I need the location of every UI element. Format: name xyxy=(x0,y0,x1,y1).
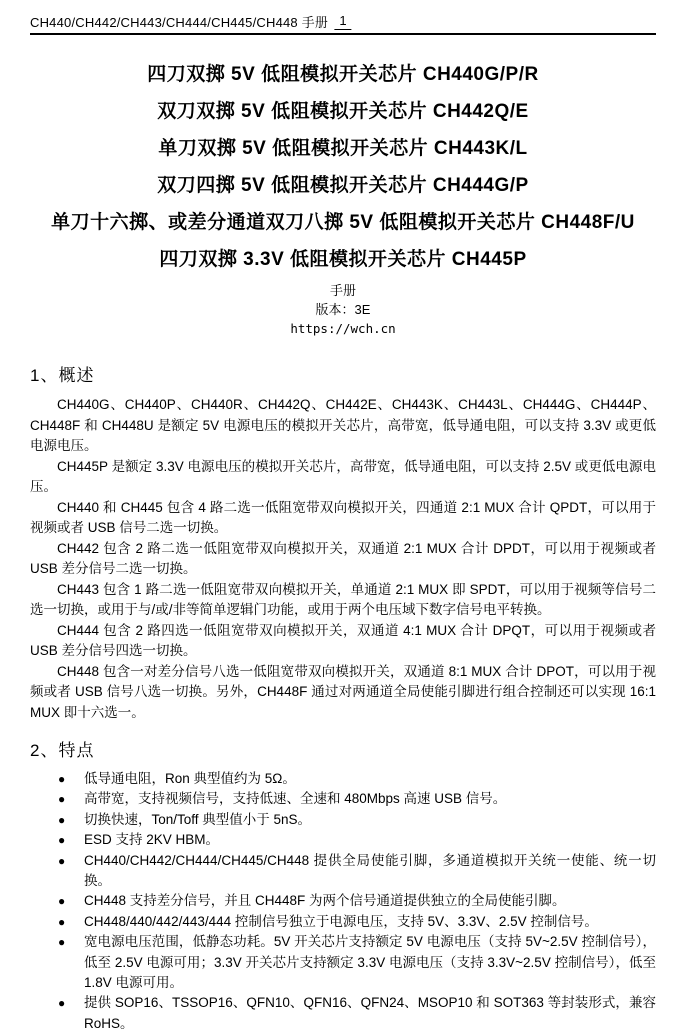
header-row xyxy=(30,12,656,31)
feature-item-7 xyxy=(58,912,656,932)
doc-title-line-5: 单刀十六掷、或差分通道双刀八掷 5V 低阻模拟开关芯片 CH448F/U xyxy=(51,212,635,233)
bullet-icon: ● xyxy=(58,833,66,848)
feature-item-8 xyxy=(58,932,656,993)
feature-item-5 xyxy=(58,851,656,892)
bullet-icon: ● xyxy=(58,812,66,827)
feature-item-1 xyxy=(58,769,656,789)
feature-text: CH448/440/442/443/444 控制信号独立于电源电压，支持 5V、3.3V、2.5V 控制信号。 xyxy=(84,913,598,929)
feature-item-3 xyxy=(58,810,656,830)
section-heading-features: 2、特点 xyxy=(30,741,95,760)
feature-text: CH440/CH442/CH444/CH445/CH448 提供全局使能引脚，多通道模拟开关统一使能、统一切换。 xyxy=(84,852,656,889)
feature-text: 宽电源电压范围，低静态功耗。5V 开关芯片支持额定 5V 电源电压（支持 5V~2.5V 控制信号），低至 2.5V 电源可用；3.3V 开关芯片支持额定 3.3V 电源电压（支持 3.3V~2.5V 控制信号），低至 1.8V 电源可用。 xyxy=(84,934,656,991)
bullet-icon: ● xyxy=(58,792,66,807)
bullet-icon: ● xyxy=(58,914,66,929)
bullet-icon: ● xyxy=(58,772,66,786)
feature-item-4 xyxy=(58,830,656,850)
header-doc-title: CH440/CH442/CH443/CH444/CH445/CH448 手册 xyxy=(30,15,329,30)
feature-text: 低导通电阻，Ron 典型值约为 5Ω。 xyxy=(84,771,296,786)
bullet-icon: ● xyxy=(58,853,66,868)
manual-label: 手册 xyxy=(329,283,356,298)
doc-title-line-2: 双刀双掷 5V 低阻模拟开关芯片 CH442Q/E xyxy=(157,101,529,122)
doc-title-line-6: 四刀双掷 3.3V 低阻模拟开关芯片 CH445P xyxy=(159,249,527,270)
overview-paragraph-5: CH443 包含 1 路二选一低阻宽带双向模拟开关，单通道 2:1 MUX 即 SPDT，可以用于视频等信号二选一切换，或用于与/或/非等简单逻辑门功能，或用于两个电压域下数字信号电平转换。 xyxy=(30,581,656,617)
bullet-icon: ● xyxy=(58,935,66,950)
feature-text: ESD 支持 2KV HBM。 xyxy=(84,832,220,848)
section-overview xyxy=(30,361,656,723)
header-rule xyxy=(30,33,656,35)
overview-paragraph-2: CH445P 是额定 3.3V 电源电压的模拟开关芯片，高带宽，低导通电阻，可以支持 2.5V 或更低电源电压。 xyxy=(30,458,656,494)
feature-item-9 xyxy=(58,993,656,1034)
bullet-icon: ● xyxy=(58,894,66,909)
doc-title-line-4: 双刀四掷 5V 低阻模拟开关芯片 CH444G/P xyxy=(157,175,529,196)
feature-text: 切换快速，Ton/Toff 典型值小于 5nS。 xyxy=(84,811,312,827)
feature-text: 提供 SOP16、TSSOP16、QFN10、QFN16、QFN24、MSOP10 和 SOT363 等封装形式，兼容 RoHS。 xyxy=(84,995,656,1031)
subtitle-block xyxy=(30,281,656,338)
website-link[interactable]: https://wch.cn xyxy=(290,321,396,336)
overview-paragraph-6: CH444 包含 2 路四选一低阻宽带双向模拟开关，双通道 4:1 MUX 合计 DPQT，可以用于视频或者 USB 差分信号四选一切换。 xyxy=(30,622,656,658)
doc-title-line-3: 单刀双掷 5V 低阻模拟开关芯片 CH443K/L xyxy=(158,138,528,159)
feature-item-6 xyxy=(58,891,656,911)
feature-item-2 xyxy=(58,789,656,809)
feature-list xyxy=(30,769,656,1034)
bullet-icon: ● xyxy=(58,996,66,1011)
overview-paragraph-4: CH442 包含 2 路二选一低阻宽带双向模拟开关，双通道 2:1 MUX 合计 DPDT，可以用于视频或者 USB 差分信号二选一切换。 xyxy=(30,540,656,576)
doc-title-line-1: 四刀双掷 5V 低阻模拟开关芯片 CH440G/P/R xyxy=(147,64,539,85)
feature-text: 高带宽，支持视频信号，支持低速、全速和 480Mbps 高速 USB 信号。 xyxy=(84,791,507,807)
version-label: 版本：3E xyxy=(315,302,371,317)
section-features xyxy=(30,736,656,1034)
overview-paragraph-3: CH440 和 CH445 包含 4 路二选一低阻宽带双向模拟开关，四通道 2:1 MUX 合计 QPDT，可以用于视频或者 USB 信号二选一切换。 xyxy=(30,499,656,535)
title-block xyxy=(30,56,656,278)
section-heading-overview: 1、概述 xyxy=(30,366,95,385)
overview-paragraph-7: CH448 包含一对差分信号八选一低阻宽带双向模拟开关，双通道 8:1 MUX 合计 DPOT，可以用于视频或者 USB 信号八选一切换。另外，CH448F 通过对两通道全局使能引脚进行组合控制还可以实现 16:1 MUX 即十六选一。 xyxy=(30,663,656,720)
overview-body xyxy=(30,395,656,723)
page-number: 1 xyxy=(334,12,351,30)
feature-text: CH448 支持差分信号，并且 CH448F 为两个信号通道提供独立的全局使能引脚。 xyxy=(84,893,566,909)
page-header xyxy=(30,0,656,35)
overview-paragraph-1: CH440G、CH440P、CH440R、CH442Q、CH442E、CH443K、CH443L、CH444G、CH444P、CH448F 和 CH448U 是额定 5V 电源电压的模拟开关芯片，高带宽，低导通电阻，可以支持 3.3V 或更低电源电压。 xyxy=(30,397,656,453)
